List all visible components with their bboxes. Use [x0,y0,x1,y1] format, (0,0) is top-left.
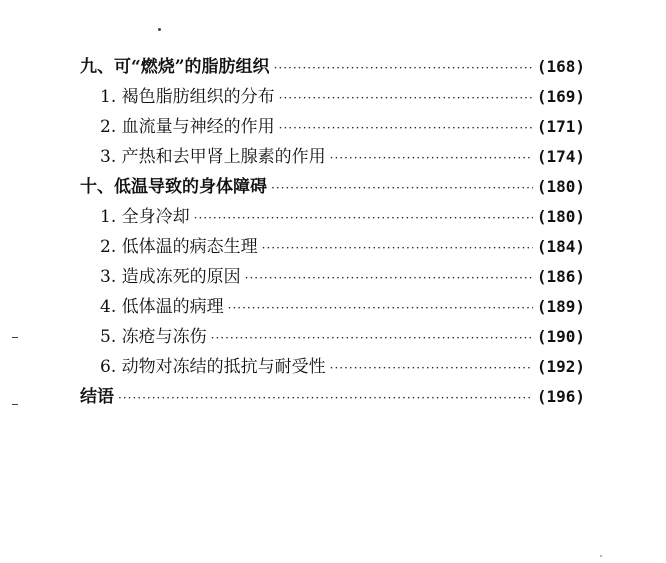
scan-speck [12,404,18,405]
toc-entry-title: 1. 褐色脂肪组织的分布 [100,87,275,107]
toc-page-number: (180) [536,207,585,226]
toc-entry-chapter-10 [80,172,585,202]
toc-entry-title: 3. 产热和去甲肾上腺素的作用 [100,147,326,167]
scan-speck [158,28,161,31]
dot-leader [245,263,533,293]
toc-entry-10-1 [80,202,585,232]
table-of-contents [80,52,585,412]
dot-leader [211,323,533,353]
toc-entry-10-4 [80,292,585,322]
dot-leader [118,383,533,413]
scan-speck [600,555,602,557]
toc-entry-9-1 [80,82,585,112]
dot-leader [194,203,533,233]
toc-page-number: (169) [536,87,585,106]
dot-leader [262,233,533,263]
toc-entry-conclusion [80,382,585,412]
toc-page-number: (171) [536,117,585,136]
toc-entry-title: 九、可“燃烧”的脂肪组织 [80,57,270,77]
scan-speck [12,337,18,338]
toc-entry-title: 1. 全身冷却 [100,207,190,227]
toc-page-number: (190) [536,327,585,346]
toc-entry-10-6 [80,352,585,382]
toc-entry-title: 6. 动物对冻结的抵抗与耐受性 [100,357,326,377]
toc-entry-10-5 [80,322,585,352]
dot-leader [330,143,533,173]
toc-entry-10-2 [80,232,585,262]
dot-leader [271,173,533,203]
dot-leader [279,83,533,113]
toc-entry-title: 2. 血流量与神经的作用 [100,117,275,137]
toc-entry-title: 十、低温导致的身体障碍 [80,177,267,197]
toc-entry-9-2 [80,112,585,142]
toc-entry-10-3 [80,262,585,292]
toc-page-number: (168) [536,57,585,76]
toc-page-number: (186) [536,267,585,286]
toc-page-number: (184) [536,237,585,256]
dot-leader [274,53,533,83]
toc-entry-title: 4. 低体温的病理 [100,297,224,317]
toc-page-number: (189) [536,297,585,316]
dot-leader [279,113,533,143]
toc-page-number: (180) [536,177,585,196]
toc-entry-9-3 [80,142,585,172]
toc-entry-title: 3. 造成冻死的原因 [100,267,241,287]
toc-page-number: (196) [536,387,585,406]
toc-page-number: (192) [536,357,585,376]
toc-entry-title: 结语 [80,387,114,407]
dot-leader [330,353,533,383]
toc-entry-chapter-9 [80,52,585,82]
toc-page-number: (174) [536,147,585,166]
toc-entry-title: 5. 冻疮与冻伤 [100,327,207,347]
dot-leader [228,293,533,323]
toc-entry-title: 2. 低体温的病态生理 [100,237,258,257]
